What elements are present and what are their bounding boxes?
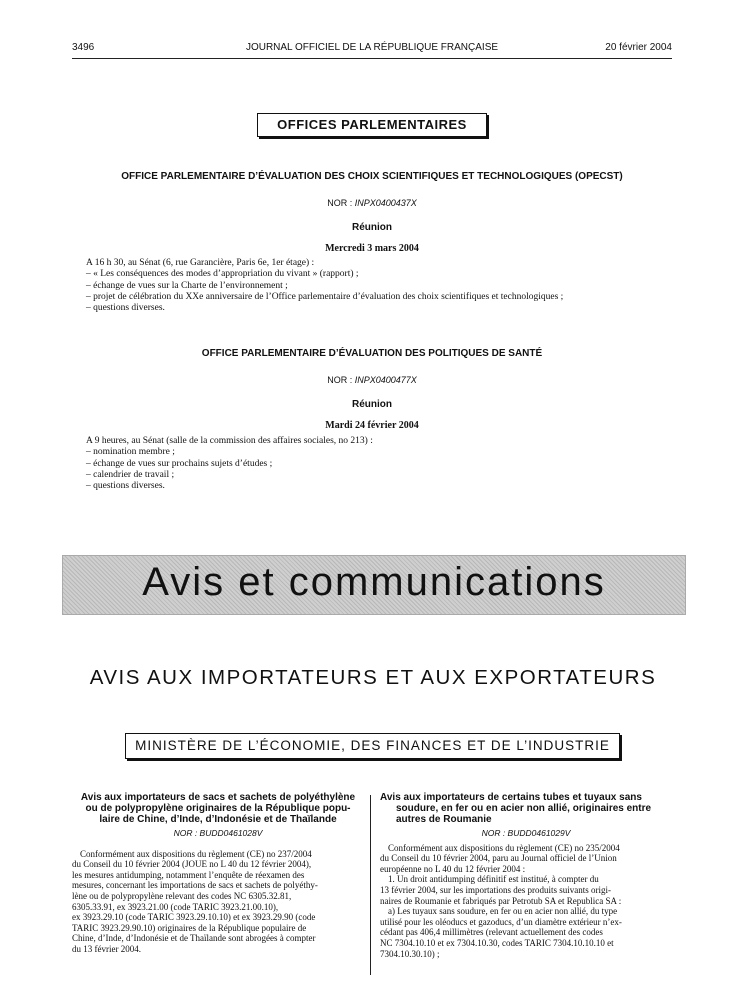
body-line: Chine, d’Inde, d’Indonésie et de Thaïlande sont abrogées à compter: [72, 933, 316, 944]
title-line: Avis aux importateurs de certains tubes et tuyaux sans: [380, 792, 642, 803]
body-line: Conformément aux dispositions du règlement (CE) no 237/2004: [80, 848, 312, 859]
avis-title: AVIS AUX IMPORTATEURS ET AUX EXPORTATEURS: [89, 666, 657, 689]
office1-agenda: [86, 258, 646, 314]
agenda-line: – questions diverses.: [86, 303, 165, 314]
agenda-line: – nomination membre ;: [86, 447, 175, 458]
nor-code: INPX0400437X: [354, 198, 417, 208]
right-notice-title: [380, 792, 672, 825]
body-line: ex 3923.29.10 (code TARIC 3923.29.10.10) et ex 3923.29.90 (code: [72, 912, 316, 923]
body-line: TARIC 3923.29.90.10) originaires de la République populaire de: [72, 922, 307, 933]
body-line: 1. Un droit antidumping définitif est institué, à compter du: [388, 874, 599, 885]
body-line: naires de Roumanie et fabriqués par Petrotub SA et Republica SA :: [380, 895, 622, 906]
body-line: lène ou de polypropylène relevant des codes NC 6305.32.81,: [72, 890, 292, 901]
title-line: Avis aux importateurs de sacs et sachets de polyéthylène: [80, 792, 356, 803]
nor-code: INPX0400477X: [354, 375, 417, 385]
title-line: laire de Chine, d’Inde, d’Indonésie et de Thaïlande: [99, 814, 337, 825]
banner-title: Avis et communications: [142, 560, 606, 604]
nor-label: NOR :: [327, 375, 353, 385]
office2-nor: [72, 375, 672, 385]
body-line: européenne no L 40 du 12 février 2004 :: [380, 863, 526, 874]
office1-nor: [72, 198, 672, 208]
body-line: 7304.10.30.10) ;: [380, 948, 440, 959]
right-notice-body: [380, 843, 672, 960]
agenda-line: – questions diverses.: [86, 481, 165, 492]
page-header: [72, 42, 672, 56]
left-notice-nor: NOR : BUDD0461028V: [173, 828, 263, 838]
nor-label: NOR :: [327, 198, 353, 208]
office2-agenda: [86, 436, 646, 492]
body-line: a) Les tuyaux sans soudure, en fer ou en acier non allié, du type: [388, 906, 618, 917]
right-notice-nor: NOR : BUDD0461029V: [481, 828, 571, 838]
body-line: NC 7304.10.10 et ex 7304.10.30, codes TARIC 7304.10.10.10 et: [380, 937, 614, 948]
left-column: [72, 792, 364, 955]
office1-title: OFFICE PARLEMENTAIRE D’ÉVALUATION DES CHOIX SCIENTIFIQUES ET TECHNOLOGIQUES (OPECST): [121, 171, 623, 182]
office2-date: Mardi 24 février 2004: [325, 420, 419, 431]
agenda-line: – échange de vues sur la Charte de l’environnement ;: [86, 280, 288, 291]
office2-title: OFFICE PARLEMENTAIRE D’ÉVALUATION DES POLITIQUES DE SANTÉ: [201, 348, 543, 359]
body-line: du Conseil du 10 février 2004 (JOUE no L 40 du 12 février 2004),: [72, 859, 312, 870]
title-line: autres de Roumanie: [396, 814, 492, 825]
body-line: du 13 février 2004.: [72, 943, 141, 954]
body-line: mesures, concernant les importations de sacs et sachets de polyéthy-: [72, 880, 318, 891]
issue-date: 20 février 2004: [605, 42, 672, 53]
agenda-line: A 9 heures, au Sénat (salle de la commission des affaires sociales, no 213) :: [86, 436, 373, 446]
left-notice-title: [72, 792, 364, 825]
section-title-box: OFFICES PARLEMENTAIRES: [257, 113, 487, 137]
left-notice-body: [72, 849, 364, 955]
header-rule: [72, 58, 672, 59]
agenda-line: – échange de vues sur prochains sujets d’études ;: [86, 458, 273, 469]
agenda-line: – projet de célébration du XXe anniversaire de l’Office parlementaire d’évaluation des choix scientifiques et technologiques ;: [86, 291, 564, 302]
page-number: 3496: [72, 42, 95, 53]
body-line: les mesures antidumping, notamment l’enquête de réexamen des: [72, 869, 305, 880]
body-line: cédant pas 406,4 millimètres (relevant actuellement des codes: [380, 927, 603, 938]
body-line: utilisé pour les oléoducs et gazoducs, d’un diamètre extérieur n’ex-: [380, 916, 622, 927]
right-column: [380, 792, 672, 959]
journal-title: JOURNAL OFFICIEL DE LA RÉPUBLIQUE FRANÇAISE: [245, 42, 499, 53]
agenda-line: A 16 h 30, au Sénat (6, rue Garancière, Paris 6e, 1er étage) :: [86, 258, 315, 268]
column-separator: [370, 795, 371, 975]
agenda-line: – calendrier de travail ;: [86, 469, 175, 480]
body-line: 6305.33.91, ex 3923.21.00 (code TARIC 3923.21.00.10),: [72, 901, 279, 912]
office2-meeting: Réunion: [352, 399, 392, 410]
body-line: du Conseil du 10 février 2004, paru au Journal officiel de l’Union: [380, 853, 617, 864]
section-banner: [62, 555, 686, 615]
agenda-line: – « Les conséquences des modes d’appropriation du vivant » (rapport) ;: [86, 269, 359, 280]
office1-meeting: Réunion: [352, 222, 392, 233]
ministry-box: MINISTÈRE DE L’ÉCONOMIE, DES FINANCES ET DE L’INDUSTRIE: [125, 733, 620, 759]
title-line: ou de polypropylène originaires de la République popu-: [85, 803, 351, 814]
body-line: Conformément aux dispositions du règlement (CE) no 235/2004: [388, 842, 620, 853]
body-line: 13 février 2004, sur les importations des produits suivants origi-: [380, 884, 611, 895]
office1-date: Mercredi 3 mars 2004: [325, 243, 419, 254]
title-line: soudure, en fer ou en acier non allié, originaires entre: [396, 803, 652, 814]
